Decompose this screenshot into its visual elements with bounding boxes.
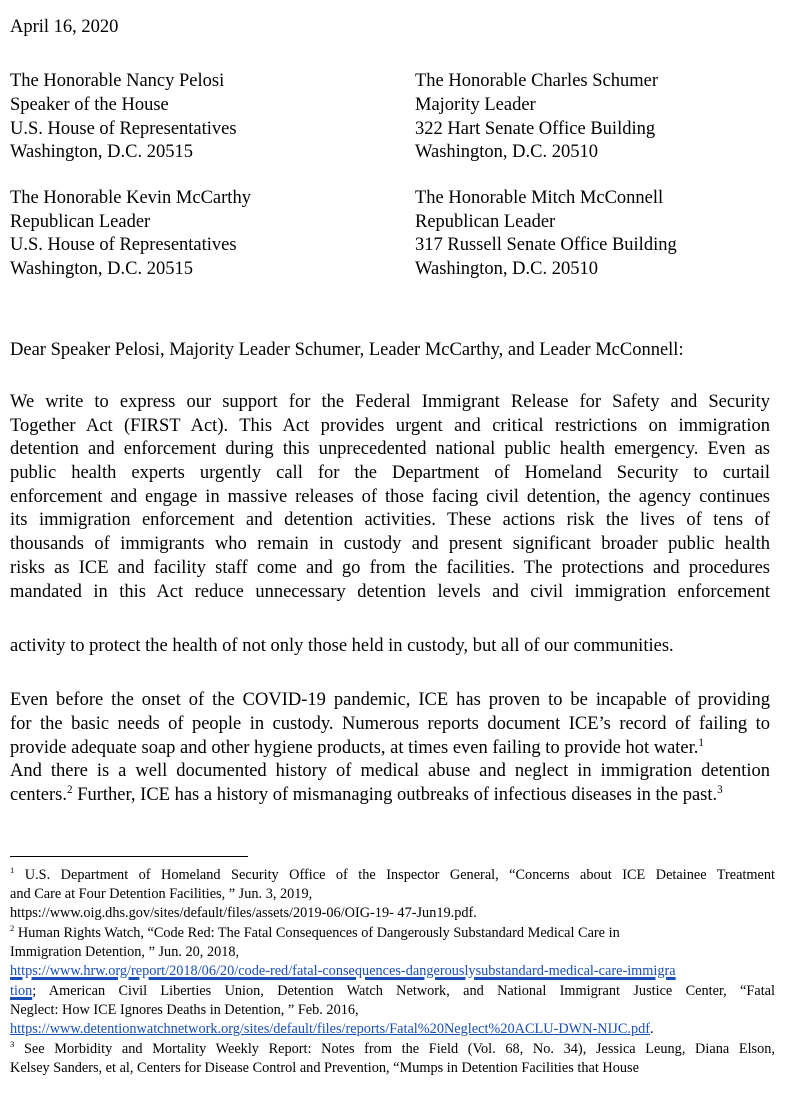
footnote-line: Kelsey Sanders, et al, Centers for Disease Control and Prevention, “Mumps in Detention Facilities that House — [10, 1060, 639, 1076]
addressee-line: U.S. House of Representatives — [10, 235, 237, 255]
footnote-ref-1[interactable]: 1 — [698, 736, 704, 749]
text: See Morbidity and Mortality Weekly Report: Notes from the Field (Vol. 68, No. 34), Jessica Leung, Diana Elson, — [23, 1041, 775, 1057]
text-line: We write to express our support for the Federal Immigrant Release for Safety and Security — [10, 392, 770, 412]
addressee-line: Republican Leader — [10, 212, 151, 232]
dwn-report-link[interactable]: https://www.detentionwatchnetwork.org/sites/default/files/reports/Fatal%20Neglect%20ACLU-DWN-NIJC.pdf — [10, 1021, 651, 1037]
text-line: activity to protect the health of not only those held in custody, but all of our communities. — [10, 636, 674, 656]
addressee-line: Washington, D.C. 20515 — [10, 259, 193, 279]
footnote-ref-3[interactable]: 3 — [717, 783, 723, 796]
addressee-line: Washington, D.C. 20515 — [10, 142, 193, 162]
text-line: thousands of immigrants who remain in custody and present significant broader public health — [10, 534, 770, 554]
hrw-report-link-cont[interactable]: tion — [10, 983, 33, 999]
footnote-number: 3 — [10, 1039, 15, 1050]
addressee-line: The Honorable Kevin McCarthy — [10, 188, 251, 208]
hrw-report-link[interactable]: https://www.hrw.org/report/2018/06/20/code-red/fatal-consequences-dangerouslysubstandard-medical-care-immigra — [10, 963, 676, 979]
salutation: Dear Speaker Pelosi, Majority Leader Schumer, Leader McCarthy, and Leader McConnell: — [10, 340, 684, 360]
addressee-line: Majority Leader — [415, 95, 536, 115]
footnote-line — [10, 924, 620, 943]
text: Human Rights Watch, “Code Red: The Fatal Consequences of Dangerously Substandard Medical Care in — [17, 925, 620, 941]
footnote-line: Immigration Detention, ” Jun. 20, 2018, — [10, 944, 240, 960]
text-line: enforcement and engage in massive releases of those facing civil detention, the agency continues — [10, 487, 770, 507]
text-line: Even before the onset of the COVID-19 pandemic, ICE has proven to be incapable of providing — [10, 690, 770, 710]
footnote-url: https://www.oig.dhs.gov/sites/default/files/assets/2019-06/OIG-19- 47-Jun19.pdf. — [10, 905, 477, 921]
text: ; American Civil Liberties Union, Detention Watch Network, and National Immigrant Justice Center, “Fatal — [32, 983, 775, 999]
addressee-line: The Honorable Nancy Pelosi — [10, 71, 225, 91]
text-line: public health experts urgently call for the Department of Homeland Security to curtail — [10, 463, 770, 483]
text-line: its immigration enforcement and detention activities. These actions risk the lives of tens of — [10, 510, 770, 530]
addressee-line: Washington, D.C. 20510 — [415, 259, 598, 279]
footnote-separator — [10, 856, 248, 857]
addressee-line: The Honorable Mitch McConnell — [415, 188, 664, 208]
addressee-line: U.S. House of Representatives — [10, 119, 237, 139]
footnote-line — [10, 1020, 654, 1039]
footnote-line: Neglect: How ICE Ignores Deaths in Detention, ” Feb. 2016, — [10, 1002, 359, 1018]
footnote-line: and Care at Four Detention Facilities, ” Jun. 3, 2019, — [10, 886, 313, 902]
addressee-line: 317 Russell Senate Office Building — [415, 235, 677, 255]
footnote-line — [10, 962, 775, 981]
text: . — [650, 1021, 654, 1037]
footnote-line — [10, 982, 775, 1001]
footnote-number: 2 — [10, 923, 15, 934]
addressee-line: The Honorable Charles Schumer — [415, 71, 658, 91]
text-line: detention and enforcement during this unprecedented national public health emergency. Even as — [10, 439, 770, 459]
footnote-number: 1 — [10, 865, 15, 876]
text-line — [10, 783, 723, 807]
text-line: Together Act (FIRST Act). This Act provides urgent and critical restrictions on immigration — [10, 416, 770, 436]
footnote-line — [10, 1040, 775, 1059]
text-line: risks as ICE and facility staff come and go from the facilities. The protections and procedures — [10, 558, 770, 578]
text: U.S. Department of Homeland Security Office of the Inspector General, “Concerns about ICE Detainee Treatment — [24, 867, 775, 883]
text: centers. — [10, 785, 68, 805]
addressee-line: Washington, D.C. 20510 — [415, 142, 598, 162]
text-line: for the basic needs of people in custody. Numerous reports document ICE’s record of failing to — [10, 714, 770, 734]
letter-date: April 16, 2020 — [10, 17, 119, 37]
text-line: And there is a well documented history of medical abuse and neglect in immigration detention — [10, 761, 770, 781]
text: provide adequate soap and other hygiene products, at times even failing to provide hot water. — [10, 738, 699, 758]
addressee-line: Speaker of the House — [10, 95, 169, 115]
addressee-line: 322 Hart Senate Office Building — [415, 119, 656, 139]
footnote-ref-2[interactable]: 2 — [67, 783, 73, 796]
text-line: mandated in this Act reduce unnecessary detention levels and civil immigration enforcement — [10, 582, 770, 602]
text-line — [10, 736, 704, 760]
text: Further, ICE has a history of mismanaging outbreaks of infectious diseases in the past. — [72, 785, 718, 805]
footnote-line — [10, 866, 775, 885]
addressee-line: Republican Leader — [415, 212, 556, 232]
